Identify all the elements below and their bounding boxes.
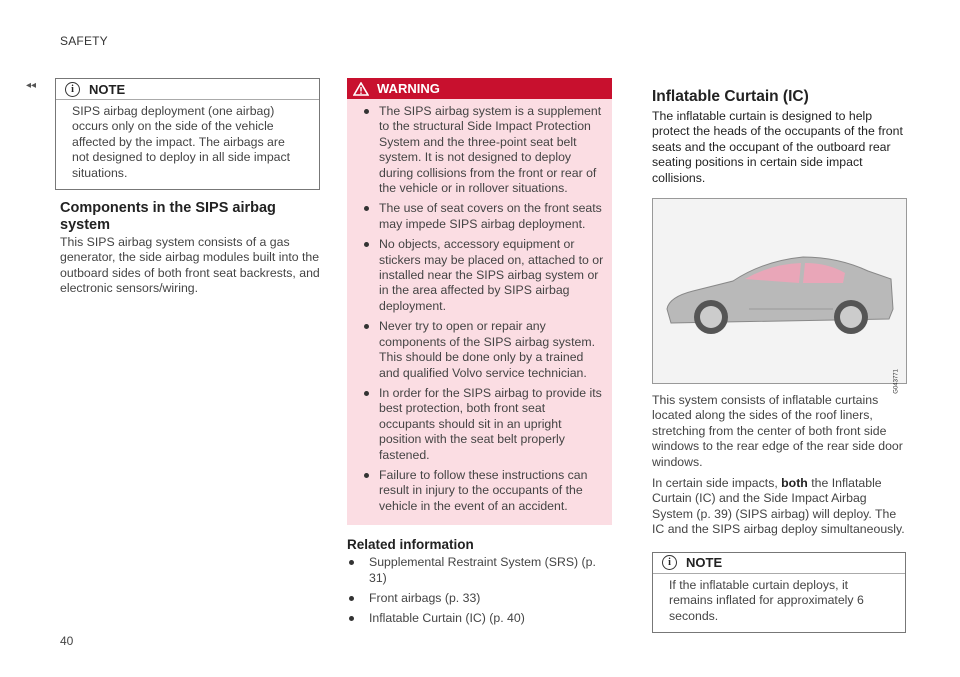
car-illustration [652,198,907,394]
warning-list [347,99,612,514]
left-column [55,78,323,297]
warning-triangle-icon [353,82,369,96]
warning-item: No objects, accessory equipment or stickers may be placed on, attached to or installed near the SIPS airbag system or in the area affected by SIPS airbag deployment. [357,237,604,314]
warning-item: The SIPS airbag system is a supplement to the structural Side Impact Protection System and the three-point seat belt system. It is not designed to deploy during collisions from the front or rear of the vehicle or in rollover situations. [357,104,604,196]
warning-item: Failure to follow these instructions can result in injury to the occupants of the vehicle in the event of an accident. [357,468,604,514]
section-title: SAFETY [60,34,108,48]
middle-column [347,78,612,632]
ic-para-1: This system consists of inflatable curtains located along the sides of the roof liners, stretching from the center of both front side windows to the rear edge of the rear side door windows. [652,393,903,469]
related-heading: Related information [347,537,474,553]
info-icon: i [65,82,80,97]
car-side-airbag-image [653,199,906,383]
related-link[interactable]: Supplemental Restraint System (SRS) (p. 31) [347,555,602,586]
note-text: SIPS airbag deployment (one airbag) occurs only on the side of the vehicle affected by the impact. The airbags are not designed to deploy in all side impact situations. [72,104,291,180]
section-heading: Components in the SIPS airbag system [60,200,276,234]
warning-item: The use of seat covers on the front seats may impede SIPS airbag deployment. [357,201,604,232]
ic-note-box [652,552,906,633]
note-box [55,78,320,190]
ic-heading: Inflatable Curtain (IC) [652,88,809,105]
ic-para-2: In certain side impacts, both the Inflatable Curtain (IC) and the Side Impact Airbag System (p. 39) (SIPS airbag) will deploy. The IC and the SIPS airbag deploy simultaneously. [652,476,905,537]
continued-icon: ◂◂ [26,80,37,91]
ic-intro: The inflatable curtain is designed to help protect the heads of the occupants of the front seats and the occupant of the outboard rear seating positions in certain side impact collisions. [652,109,903,185]
note-text: If the inflatable curtain deploys, it remains inflated for approximately 6 seconds. [669,577,864,623]
page-number: 40 [60,634,74,648]
image-code: G043771 [894,369,900,394]
warning-box [347,78,612,525]
note-title: NOTE [686,555,723,571]
related-link[interactable]: Front airbags (p. 33) [347,591,602,606]
right-column [652,88,910,633]
info-icon: i [662,555,677,570]
body-text: This SIPS airbag system consists of a gas generator, the side airbag modules built into the outboard sides of both front seat backrests, and electronic sensors/wiring. [60,235,320,296]
note-title: NOTE [89,81,126,97]
related-link[interactable]: Inflatable Curtain (IC) (p. 40) [347,611,602,626]
related-list [347,555,602,632]
warning-item: In order for the SIPS airbag to provide its best protection, both front seat occupants should sit in an upright position with the seat belt properly fastened. [357,386,604,463]
warning-item: Never try to open or repair any components of the SIPS airbag system. This should be done only by a trained and qualified Volvo service technician. [357,319,604,381]
warning-title: WARNING [377,81,440,96]
